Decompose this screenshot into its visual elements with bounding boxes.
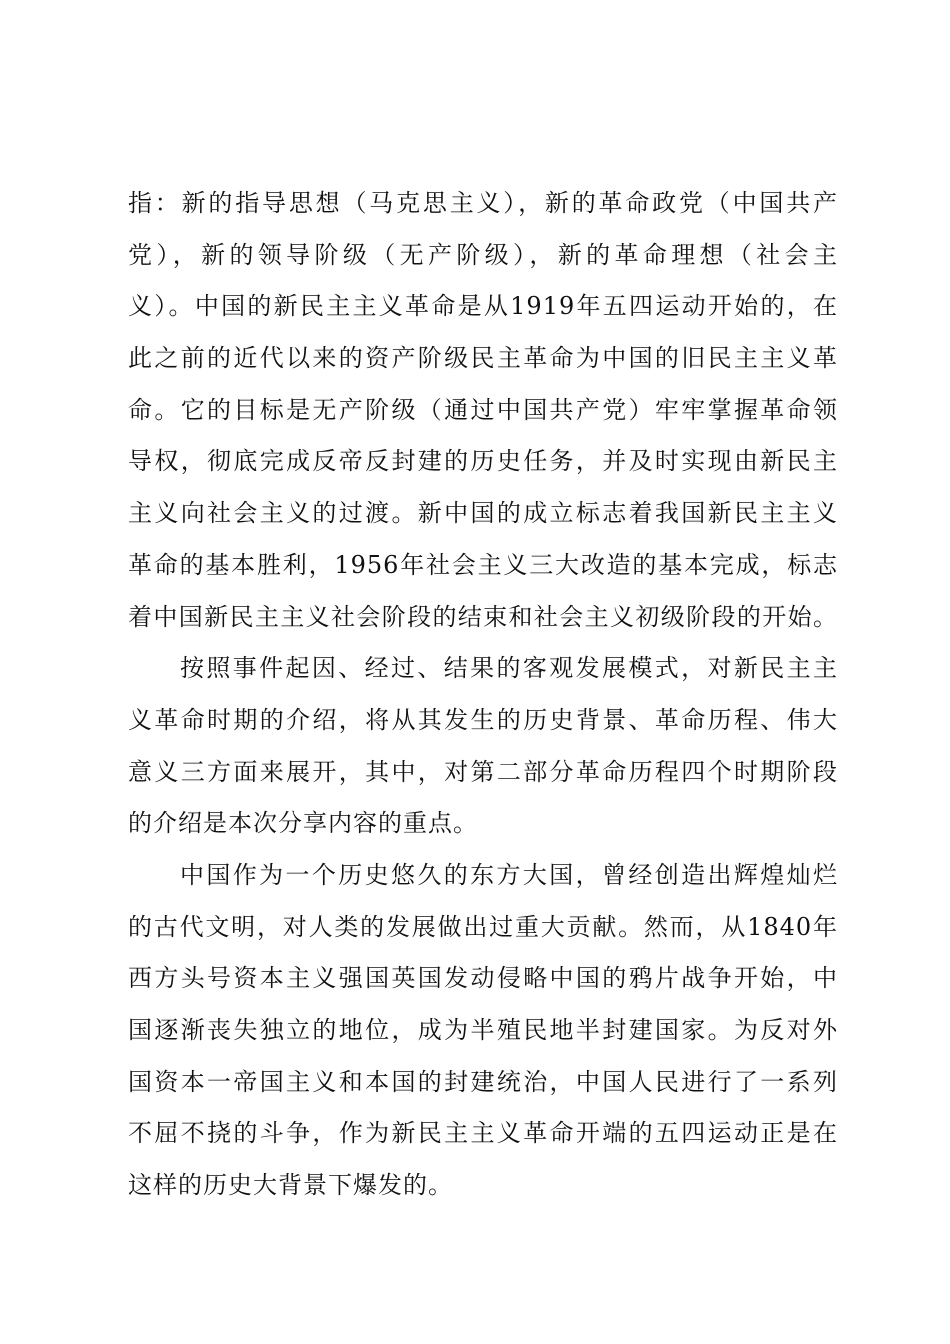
text-line: 中国作为一个历史悠久的东方大国，曾经创造出辉煌灿烂 [180,860,838,889]
paragraph-3 [128,850,838,1212]
text-line: 指：新的指导思想（马克思主义），新的革命政党（中国共产 [128,189,838,217]
text-line: 西方头号资本主义强国英国发动侵略中国的鸦片战争开始，中 [128,964,838,993]
text-line: 导权，彻底完成反帝反封建的历史任务，并及时实现由新民主 [128,447,838,476]
text-line: 着中国新民主主义社会阶段的结束和社会主义初级阶段的开始。 [128,602,838,631]
text-line: 革命的基本胜利，1956年社会主义三大改造的基本完成，标志 [128,550,838,579]
text-line: 此之前的近代以来的资产阶级民主革命为中国的旧民主主义革 [128,344,838,373]
text-line: 国资本一帝国主义和本国的封建统治，中国人民进行了一系列 [128,1067,838,1096]
body-text [128,178,838,1212]
text-line: 义革命时期的介绍，将从其发生的历史背景、革命历程、伟大 [128,705,838,734]
text-line: 按照事件起因、经过、结果的客观发展模式，对新民主主 [180,654,838,683]
text-line: 意义三方面来展开，其中，对第二部分革命历程四个时期阶段 [128,757,838,786]
paragraph-2 [128,643,838,850]
text-line: 的介绍是本次分享内容的重点。 [128,809,478,838]
text-line: 党），新的领导阶级（无产阶级），新的革命理想（社会主 [128,240,838,269]
text-line: 国逐渐丧失独立的地位，成为半殖民地半封建国家。为反对外 [128,1016,838,1044]
text-line: 义）。中国的新民主主义革命是从1919年五四运动开始的，在 [128,292,838,321]
text-line: 不屈不挠的斗争，作为新民主主义革命开端的五四运动正是在 [128,1119,838,1148]
text-line: 命。它的目标是无产阶级（通过中国共产党）牢牢掌握革命领 [128,395,838,424]
text-line: 的古代文明，对人类的发展做出过重大贡献。然而，从1840年 [128,912,838,941]
text-line: 主义向社会主义的过渡。新中国的成立标志着我国新民主主义 [128,499,838,528]
text-line: 这样的历史大背景下爆发的。 [128,1171,453,1200]
paragraph-1 [128,178,838,643]
